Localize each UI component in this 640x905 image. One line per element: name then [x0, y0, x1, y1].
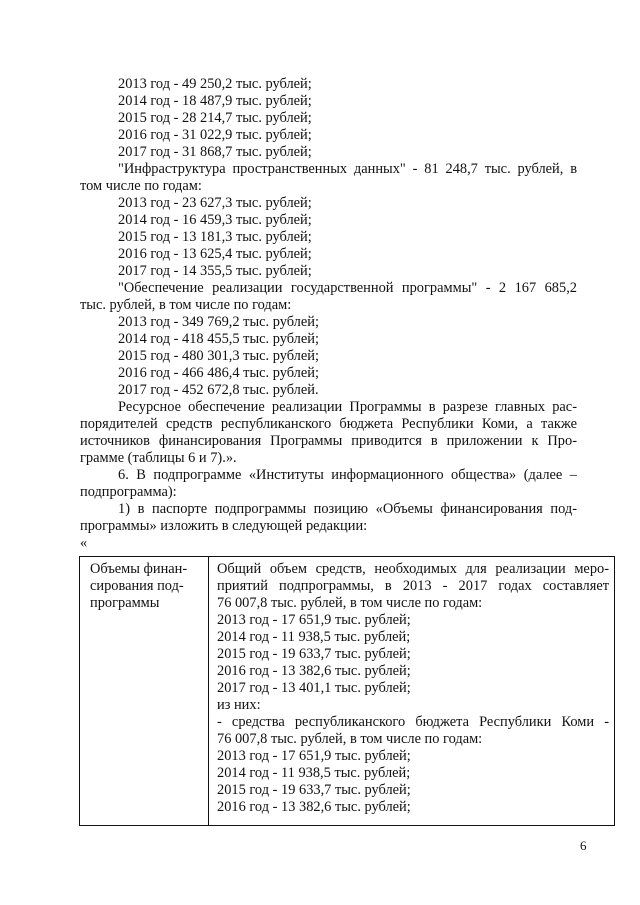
text-line: грамме (таблицы 6 и 7).». — [80, 450, 237, 466]
table-right-cell-line: - средства республиканского бюджета Республики Коми - — [217, 714, 609, 730]
text-line: 2014 год - 16 459,3 тыс. рублей; — [118, 212, 312, 228]
table-left-cell-line: Объемы финан- — [90, 561, 188, 577]
table-column-divider — [208, 557, 209, 825]
table-right-cell-line: 2013 год - 17 651,9 тыс. рублей; — [217, 612, 411, 628]
text-line: подпрограмма): — [80, 484, 177, 500]
funding-table — [79, 556, 615, 826]
text-line: 2013 год - 23 627,3 тыс. рублей; — [118, 195, 312, 211]
text-line: порядителей средств республиканского бюджета Республики Коми, а также — [80, 416, 577, 432]
text-line: тыс. рублей, в том числе по годам: — [80, 297, 292, 313]
text-line: Ресурсное обеспечение реализации Программы в разрезе главных рас- — [118, 399, 577, 415]
text-line: 2017 год - 452 672,8 тыс. рублей. — [118, 382, 319, 398]
text-line: 2017 год - 31 868,7 тыс. рублей; — [118, 144, 312, 160]
text-line: источников финансирования Программы приводится в приложении к Про- — [80, 433, 577, 449]
table-left-cell-line: сирования под- — [90, 578, 184, 594]
table-right-cell-line: 2013 год - 17 651,9 тыс. рублей; — [217, 748, 411, 764]
table-right-cell-line: 2016 год - 13 382,6 тыс. рублей; — [217, 663, 411, 679]
table-right-cell-line: 2015 год - 19 633,7 тыс. рублей; — [217, 782, 411, 798]
text-line: программы» изложить в следующей редакции: — [80, 518, 368, 534]
text-line: 2015 год - 13 181,3 тыс. рублей; — [118, 229, 312, 245]
page-number: 6 — [580, 838, 587, 853]
text-line: 1) в паспорте подпрограммы позицию «Объемы финансирования под- — [118, 501, 577, 517]
text-line: 2014 год - 418 455,5 тыс. рублей; — [118, 331, 319, 347]
table-right-cell-line: 2014 год - 11 938,5 тыс. рублей; — [217, 765, 411, 781]
text-line: 6. В подпрограмме «Институты информационного общества» (далее – — [118, 467, 577, 483]
table-right-cell-line: 76 007,8 тыс. рублей, в том числе по годам: — [217, 595, 483, 611]
table-right-cell-line: Общий объем средств, необходимых для реализации меро- — [217, 561, 609, 577]
text-line: 2013 год - 349 769,2 тыс. рублей; — [118, 314, 319, 330]
text-line: 2015 год - 480 301,3 тыс. рублей; — [118, 348, 319, 364]
table-right-cell-line: 2015 год - 19 633,7 тыс. рублей; — [217, 646, 411, 662]
text-line: 2015 год - 28 214,7 тыс. рублей; — [118, 110, 312, 126]
text-line: 2016 год - 31 022,9 тыс. рублей; — [118, 127, 312, 143]
text-line: 2016 год - 466 486,4 тыс. рублей; — [118, 365, 319, 381]
text-line: "Инфраструктура пространственных данных" - 81 248,7 тыс. рублей, в — [118, 161, 577, 177]
table-left-cell-line: программы — [90, 595, 160, 611]
text-line: "Обеспечение реализации государственной программы" - 2 167 685,2 — [118, 280, 577, 296]
text-line: 2013 год - 49 250,2 тыс. рублей; — [118, 76, 312, 92]
text-line: том числе по годам: — [80, 178, 202, 194]
text-line: 2016 год - 13 625,4 тыс. рублей; — [118, 246, 312, 262]
table-right-cell-line: 2017 год - 13 401,1 тыс. рублей; — [217, 680, 411, 696]
table-right-cell-line: из них: — [217, 697, 261, 713]
text-line: 2017 год - 14 355,5 тыс. рублей; — [118, 263, 312, 279]
table-right-cell-line: 2016 год - 13 382,6 тыс. рублей; — [217, 799, 411, 815]
open-quote: « — [80, 535, 88, 551]
table-right-cell-line: 2014 год - 11 938,5 тыс. рублей; — [217, 629, 411, 645]
text-line: 2014 год - 18 487,9 тыс. рублей; — [118, 93, 312, 109]
table-right-cell-line: приятий подпрограммы, в 2013 - 2017 годах составляет — [217, 578, 609, 594]
table-right-cell-line: 76 007,8 тыс. рублей, в том числе по годам: — [217, 731, 483, 747]
